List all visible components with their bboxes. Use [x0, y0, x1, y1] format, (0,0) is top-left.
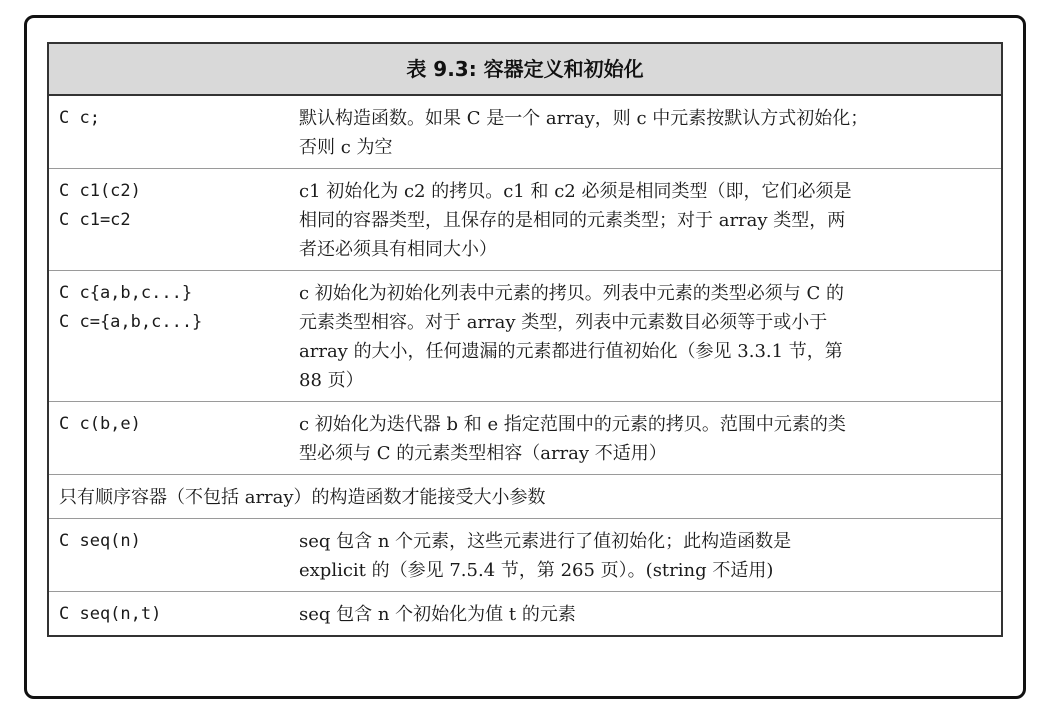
code-cell: C seq(n)	[59, 531, 141, 551]
description-line: c1 初始化为 c2 的拷贝。c1 和 c2 必须是相同类型（即，它们必须是	[299, 181, 852, 202]
description-line: seq 包含 n 个元素，这些元素进行了值初始化；此构造函数是	[299, 531, 792, 552]
table-row	[49, 96, 1001, 169]
description-cell	[299, 600, 1001, 629]
description-line: 默认构造函数。如果 C 是一个 array，则 c 中元素按默认方式初始化；	[299, 108, 869, 129]
description-line: 者还必须具有相同大小）	[299, 239, 497, 260]
description-cell	[299, 410, 1001, 468]
description-cell	[299, 527, 1001, 585]
description-line: explicit 的（参见 7.5.4 节，第 265 页）。(string 不适用)	[299, 560, 774, 581]
description-cell	[299, 279, 1001, 395]
description-line: 相同的容器类型，且保存的是相同的元素类型；对于 array 类型，两	[299, 210, 846, 231]
table-row	[49, 592, 1001, 635]
table-row	[49, 271, 1001, 402]
description-cell	[299, 104, 1001, 162]
code-cell: C c1(c2) C c1=c2	[59, 181, 141, 230]
description-line: 否则 c 为空	[299, 137, 393, 158]
table-caption: 表 9.3: 容器定义和初始化	[49, 44, 1001, 96]
code-cell: C c{a,b,c...} C c={a,b,c...}	[59, 283, 203, 332]
description-line: seq 包含 n 个初始化为值 t 的元素	[299, 604, 576, 625]
description-line: c 初始化为初始化列表中元素的拷贝。列表中元素的类型必须与 C 的	[299, 283, 845, 304]
table-row	[49, 519, 1001, 592]
table-row	[49, 169, 1001, 271]
description-line: 型必须与 C 的元素类型相容（array 不适用）	[299, 443, 667, 464]
description-line: c 初始化为迭代器 b 和 e 指定范围中的元素的拷贝。范围中元素的类	[299, 414, 846, 435]
description-cell	[299, 177, 1001, 264]
code-cell: C c;	[59, 108, 100, 128]
definition-table	[47, 42, 1003, 637]
description-line: 元素类型相容。对于 array 类型，列表中元素数目必须等于或小于	[299, 312, 828, 333]
page-frame	[24, 15, 1026, 699]
code-cell: C c(b,e)	[59, 414, 141, 434]
section-note: 只有顺序容器（不包括 array）的构造函数才能接受大小参数	[49, 475, 1001, 519]
table-row	[49, 402, 1001, 475]
description-line: 88 页）	[299, 370, 364, 391]
description-line: array 的大小，任何遗漏的元素都进行值初始化（参见 3.3.1 节，第	[299, 341, 843, 362]
code-cell: C seq(n,t)	[59, 604, 162, 624]
